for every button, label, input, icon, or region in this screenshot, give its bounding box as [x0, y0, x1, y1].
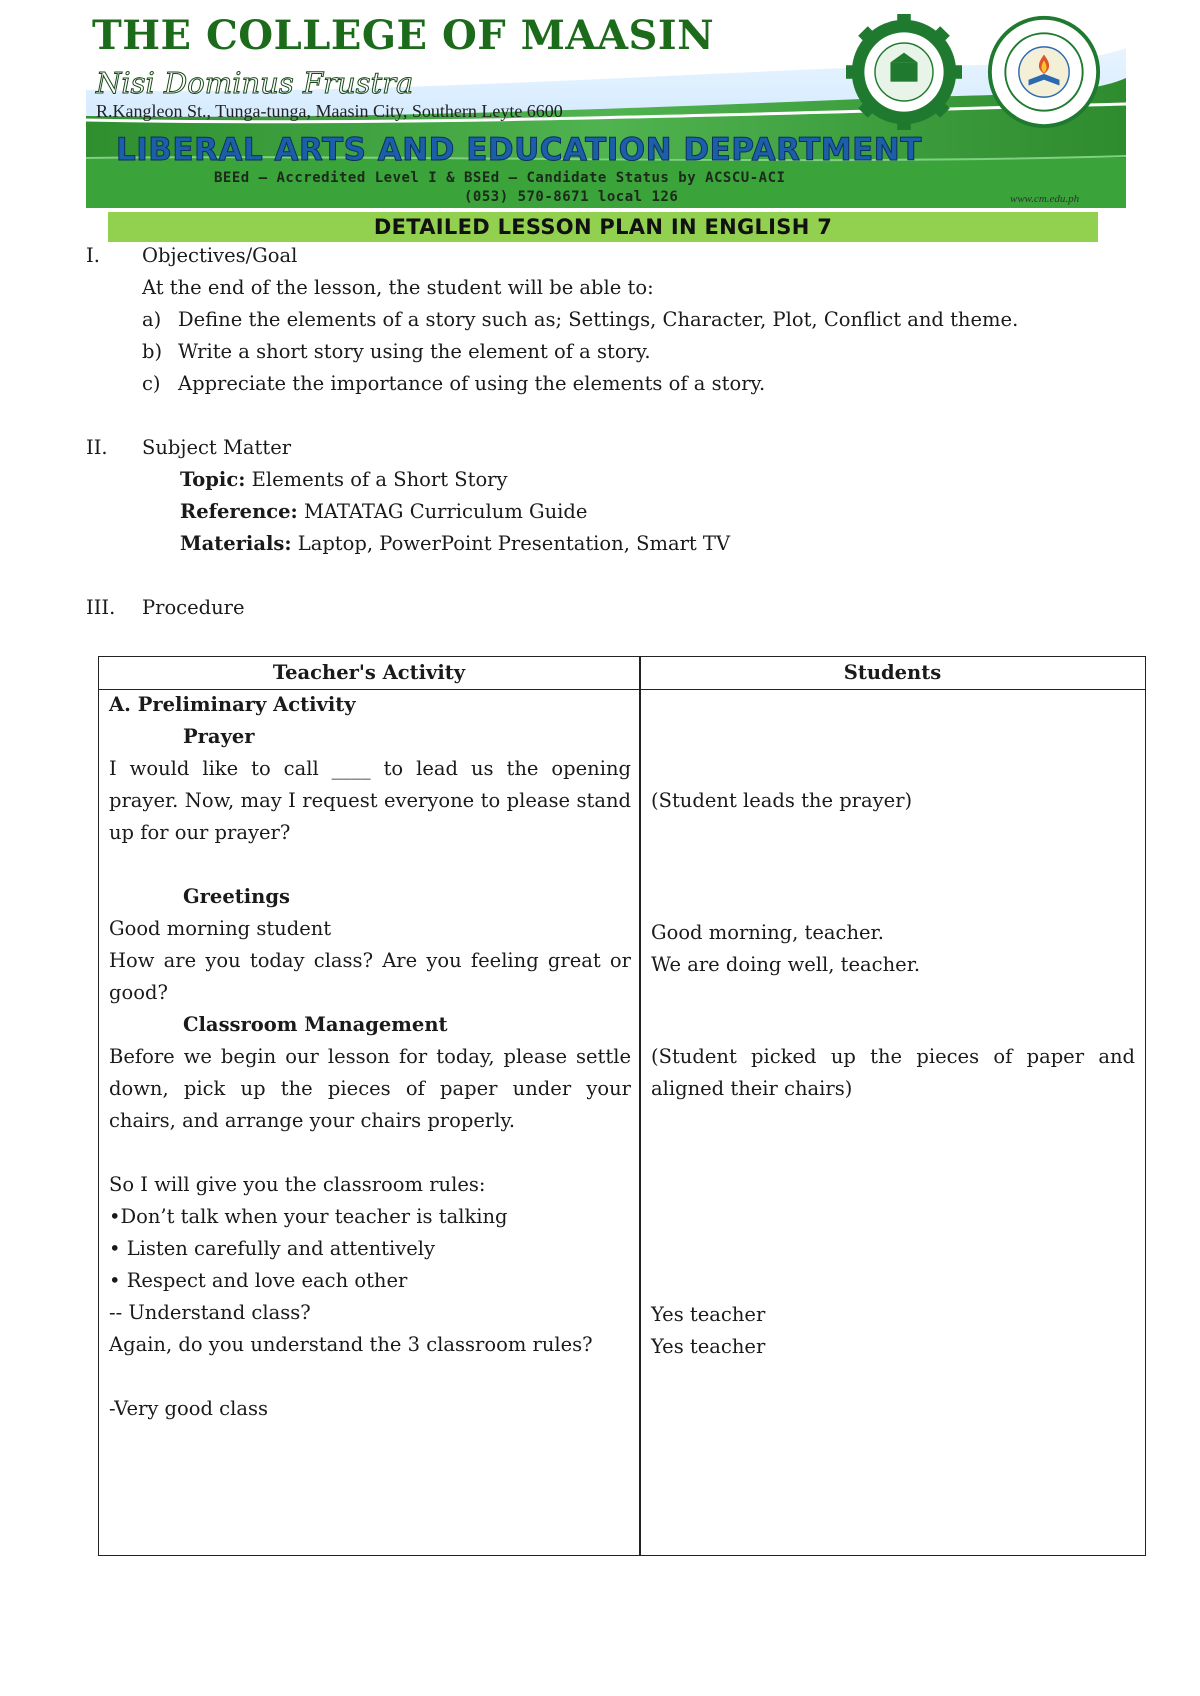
objective-letter: b): [142, 340, 163, 363]
topic-value: Elements of a Short Story: [251, 468, 508, 491]
preliminary-activity-heading: A. Preliminary Activity: [109, 693, 356, 716]
reference-value: MATATAG Curriculum Guide: [303, 500, 588, 523]
college-address: R.Kangleon St., Tunga-tunga, Maasin City, Southern Leyte 6600: [96, 101, 563, 121]
praise-line: -Very good class: [109, 1397, 268, 1420]
section-1-numeral: I.: [86, 244, 100, 267]
lesson-plan-title-bar: [108, 212, 1098, 242]
rules-check-response: Yes teacher: [651, 1335, 766, 1358]
objective-item: [142, 336, 651, 368]
college-website: www.cm.edu.ph: [1010, 193, 1080, 205]
rule-item: • Respect and love each other: [109, 1269, 408, 1292]
rules-intro: So I will give you the classroom rules:: [109, 1173, 486, 1196]
department-seal-icon: [986, 14, 1102, 130]
accreditation-status: BEEd – Accredited Level I & BSEd – Candidate Status by ACSCU-ACI: [214, 170, 786, 186]
greeting-response: Good morning, teacher.: [651, 921, 884, 944]
rule-item: •Don’t talk when your teacher is talking: [109, 1205, 508, 1228]
objective-letter: c): [142, 372, 161, 395]
section-3-heading: Procedure: [142, 596, 245, 619]
objectives-intro: At the end of the lesson, the student will be able to:: [142, 276, 654, 299]
reference-label: Reference:: [180, 500, 298, 523]
department-phone: (053) 570-8671 local 126: [464, 189, 679, 205]
header-teacher-activity: Teacher's Activity: [272, 661, 466, 684]
topic-label: Topic:: [180, 468, 246, 491]
prayer-response: (Student leads the prayer): [651, 789, 913, 812]
college-seal-icon: [846, 14, 962, 130]
understand-response: Yes teacher: [651, 1303, 766, 1326]
rule-item: • Listen carefully and attentively: [109, 1237, 436, 1260]
lesson-plan-title: DETAILED LESSON PLAN IN ENGLISH 7: [373, 215, 833, 239]
letterhead: [86, 8, 1126, 208]
objective-text: Define the elements of a story such as; Settings, Character, Plot, Conflict and theme.: [178, 308, 1019, 331]
classroom-management-response: (Student picked up the pieces of paper and aligned their chairs): [651, 1045, 1135, 1100]
objective-text: Appreciate the importance of using the elements of a story.: [178, 372, 766, 395]
understand-question: -- Understand class?: [109, 1301, 311, 1324]
greeting-line: Good morning student: [109, 917, 332, 940]
classroom-management-heading: Classroom Management: [183, 1013, 448, 1036]
college-motto: Nisi Dominus Frustra: [96, 66, 414, 100]
table-column-divider: [639, 657, 641, 1555]
section-3-numeral: III.: [86, 596, 116, 619]
materials-label: Materials:: [180, 532, 292, 555]
department-name: LIBERAL ARTS AND EDUCATION DEPARTMENT: [116, 132, 922, 168]
prayer-instruction: I would like to call ____ to lead us the opening prayer. Now, may I request everyone to please stand up for our prayer?: [109, 757, 631, 844]
section-2-numeral: II.: [86, 436, 108, 459]
objective-text: Write a short story using the element of a story.: [178, 340, 651, 363]
topic-line: [180, 464, 508, 496]
classroom-management-instruction: Before we begin our lesson for today, please settle down, pick up the pieces of paper under your chairs, and arrange your chairs properly.: [109, 1045, 631, 1132]
greeting-question: How are you today class? Are you feeling great or good?: [109, 949, 631, 1004]
objective-letter: a): [142, 308, 162, 331]
objective-item: [142, 368, 765, 400]
rules-check-question: Again, do you understand the 3 classroom rules?: [109, 1333, 593, 1356]
reference-line: [180, 496, 587, 528]
greetings-heading: Greetings: [183, 885, 290, 908]
section-2-heading: Subject Matter: [142, 436, 292, 459]
prayer-heading: Prayer: [183, 725, 255, 748]
materials-value: Laptop, PowerPoint Presentation, Smart TV: [297, 532, 731, 555]
college-name: THE COLLEGE OF MAASIN: [92, 12, 715, 59]
greeting-response: We are doing well, teacher.: [651, 953, 921, 976]
header-students: Students: [843, 661, 942, 684]
materials-line: [180, 528, 730, 560]
section-1-heading: Objectives/Goal: [142, 244, 298, 267]
objective-item: [142, 304, 1018, 336]
procedure-table: [98, 656, 1146, 1556]
